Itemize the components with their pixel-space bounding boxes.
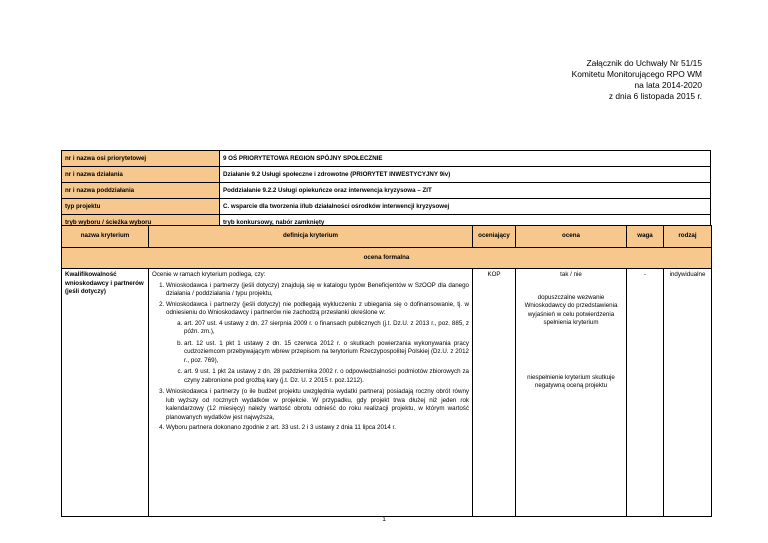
- column-header-ocena: ocena: [516, 226, 627, 248]
- column-header-waga: waga: [627, 226, 664, 248]
- criterion-definition: [149, 269, 473, 517]
- criterion-assessment: [516, 269, 627, 517]
- info-row: [62, 167, 711, 183]
- definition-subitem: c. art. 9 ust. 1 pkt 2a ustawy z dn. 28 października 2002 r. o odpowiedzialności podmiotów zbiorowych za czyny zabronione pod groźbą kary (j.t. Dz. U. z 2015 r. poz.1212).: [184, 368, 469, 385]
- info-value: Działanie 9.2 Usługi społeczne i zdrowotne (PRIORYTET INWESTYCYJNY 9iv): [220, 167, 711, 183]
- info-value: C. wsparcie dla tworzenia i/lub działalności ośrodków interwencji kryzysowej: [220, 199, 711, 215]
- criterion-name: Kwalifikowalność wnioskodawcy i partnerów (jeśli dotyczy): [62, 269, 149, 517]
- header-line-1: Załącznik do Uchwały Nr 51/15: [586, 58, 702, 68]
- assessment-value: tak / nie: [560, 271, 582, 278]
- header-line-3: na lata 2014-2020: [634, 80, 702, 90]
- info-row: [62, 151, 711, 167]
- definition-intro: Ocenie w ramach kryterium podlega, czy:: [152, 271, 266, 278]
- criterion-weight: -: [627, 269, 664, 517]
- criterion-type: indywidualne: [664, 269, 712, 517]
- info-row: [62, 199, 711, 215]
- project-info-table: [61, 150, 711, 231]
- info-key: tryb wyboru / ścieżka wyboru: [62, 215, 220, 231]
- assessment-note: dopuszczalne wezwanie Wnioskodawcy do przedstawienia wyjaśnień w celu potwierdzenia spełnienia kryterium: [524, 293, 618, 326]
- definition-item: 3. Wnioskodawca i partnerzy (o ile budżet projektu uwzględnia wydatki partnera) posiadają roczny obrót równy lub wyższy od rocznych wydatków w projekcie. W przypadku, gdy projekt trwa dłużej niż jeden rok kalendarzowy (12 miesięcy) należy wartość obrotu odnieść do roku realizacji projektu, w którym wartość planowanych wydatków jest najwyższa,: [166, 388, 469, 422]
- definition-item: 4. Wyboru partnera dokonano zgodnie z art. 33 ust. 2 i 3 ustawy z dnia 11 lipca 2014 r.: [166, 424, 469, 433]
- column-header-nazwa: nazwa kryterium: [62, 226, 149, 248]
- table-row: [62, 269, 712, 517]
- info-value: tryb konkursowy, nabór zamknięty: [220, 215, 711, 231]
- page-number: 1: [382, 516, 386, 523]
- assessment-consequence: niespełnienie kryterium skutkuje negatywną oceną projektu: [527, 373, 615, 389]
- document-header: [572, 58, 702, 102]
- criterion-assessor: KOP: [473, 269, 516, 517]
- criteria-header-row: [62, 226, 712, 248]
- info-value: Poddziałanie 9.2.2 Usługi opiekuńcze oraz interwencja kryzysowa – ZIT: [220, 183, 711, 199]
- section-title: ocena formalna: [62, 248, 712, 269]
- definition-item: 2. Wnioskodawca i partnerzy (jeśli dotyczy) nie podlegają wykluczeniu z ubiegania się o dofinansowanie, tj. w odniesieniu do Wnioskodawcy i partnerów nie zachodzą przesłanki określone w: a. art. 207 ust. 4 ustawy z dn. 27 sierpnia 2009 r. o finansach publicznych (j.t. Dz.U. z 2013 r., poz. 885, z późn. zm.), b. art. 12 ust. 1 pkt 1 ustawy z dn. 15 czerwca 2012 r. o skutkach powierzania wykonywania pracy cudzoziemcom przebywającym wbrew przepisom na terytorium Rzeczypospolitej Polskiej (Dz.U. z 2012 r., poz. 769), c. art. 9 ust. 1 pkt 2a ustawy z dn. 28 października 2002 r. o odpowiedzialności podmiotów zbiorowych za czyny zabronione pod groźbą kary (j.t. Dz. U. z 2015 r. poz.1212).: [166, 301, 469, 386]
- column-header-definicja: definicja kryterium: [149, 226, 473, 248]
- definition-list: [152, 282, 469, 433]
- column-header-rodzaj: rodzaj: [664, 226, 712, 248]
- definition-sublist: [166, 320, 469, 386]
- criteria-table: [61, 225, 712, 517]
- header-line-4: z dnia 6 listopada 2015 r.: [608, 91, 702, 101]
- info-value: 9 OŚ PRIORYTETOWA REGION SPÓJNY SPOŁECZNIE: [220, 151, 711, 167]
- column-header-oceniajacy: oceniający: [473, 226, 516, 248]
- header-line-2: Komitetu Monitorującego RPO WM: [571, 69, 702, 79]
- info-key: nr i nazwa działania: [62, 167, 220, 183]
- info-key: nr i nazwa poddziałania: [62, 183, 220, 199]
- definition-item: 1. Wnioskodawca i partnerzy (jeśli dotyczy) znajdują się w katalogu typów Beneficjentów w SzOOP dla danego działania / poddziałania / typu projektu,: [166, 282, 469, 299]
- info-row: [62, 183, 711, 199]
- info-key: typ projektu: [62, 199, 220, 215]
- definition-subitem: b. art. 12 ust. 1 pkt 1 ustawy z dn. 15 czerwca 2012 r. o skutkach powierzania wykonywania pracy cudzoziemcom przebywającym wbrew przepisom na terytorium Rzeczypospolitej Polskiej (Dz.U. z 2012 r., poz. 769),: [184, 340, 469, 366]
- section-row: [62, 248, 712, 269]
- info-key: nr i nazwa osi priorytetowej: [62, 151, 220, 167]
- definition-subitem: a. art. 207 ust. 4 ustawy z dn. 27 sierpnia 2009 r. o finansach publicznych (j.t. Dz.U. z 2013 r., poz. 885, z późn. zm.),: [184, 320, 469, 337]
